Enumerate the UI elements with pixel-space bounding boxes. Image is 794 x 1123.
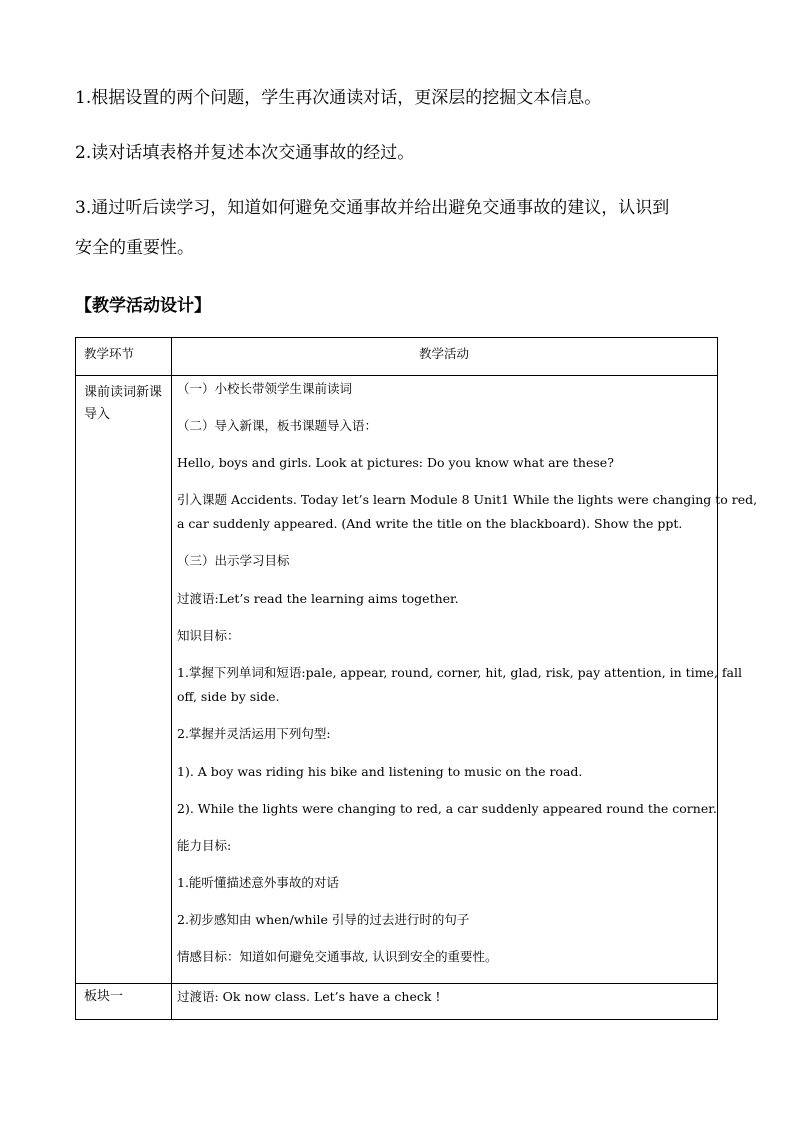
goal-1: 1.根据设置的两个问题，学生再次通读对话，更深层的挖掘文本信息。: [75, 88, 602, 108]
activity-line: 情感目标：知道如何避免交通事故, 认识到安全的重要性。: [177, 949, 498, 964]
column-divider: [171, 338, 172, 1019]
activity-line: 过渡语:Let’s read the learning aims together.: [177, 591, 459, 606]
activity-line: 1.能听懂描述意外事故的对话: [177, 875, 339, 890]
activity-line: a car suddenly appeared. (And write the title on the blackboard). Show the ppt.: [177, 516, 683, 531]
stage-cell: 课前读词新课导入: [84, 385, 163, 422]
activity-line: 能力目标:: [177, 838, 232, 853]
activity-line: off, side by side.: [177, 689, 280, 704]
activity-line: 2.初步感知由 when/while 引导的过去进行时的句子: [177, 912, 470, 927]
goal-3-line-2: 安全的重要性。: [75, 238, 194, 258]
row-divider: [76, 983, 717, 984]
activity-line: 过渡语: Ok now class. Let’s have a check !: [177, 989, 441, 1004]
activity-line: Hello, boys and girls. Look at pictures: Do you know what are these?: [177, 455, 614, 470]
activity-table: [75, 337, 758, 1020]
activity-line: 2.掌握并灵活运用下列句型:: [177, 726, 331, 741]
goal-3-line-1: 3.通过听后读学习，知道如何避免交通事故并给出避免交通事故的建议，认识到: [75, 198, 670, 218]
activity-line: （二）导入新课，板书课题导入语：: [177, 418, 378, 433]
section-heading: 【教学活动设计】: [75, 296, 211, 316]
stage-cell: 板块一: [84, 989, 124, 1004]
goal-2: 2.读对话填表格并复述本次交通事故的经过。: [75, 143, 415, 163]
activity-line: 2). While the lights were changing to red, a car suddenly appeared round the corner.: [177, 801, 717, 816]
goal-3: [75, 197, 725, 259]
header-stage: 教学环节: [84, 346, 135, 361]
row-divider: [76, 375, 717, 376]
activity-line: 引入课题 Accidents. Today let’s learn Module 8 Unit1 While the lights were changing to red,: [177, 492, 758, 507]
header-activity: 教学活动: [418, 346, 469, 361]
activity-line: （三）出示学习目标: [177, 553, 290, 568]
activity-line: 1). A boy was riding his bike and listening to music on the road.: [177, 764, 583, 779]
activity-line: 1.掌握下列单词和短语:pale, appear, round, corner, hit, glad, risk, pay attention, in time, fall: [177, 665, 742, 680]
activity-line: 知识目标：: [177, 628, 240, 643]
activity-line: （一）小校长带领学生课前读词: [177, 381, 353, 396]
